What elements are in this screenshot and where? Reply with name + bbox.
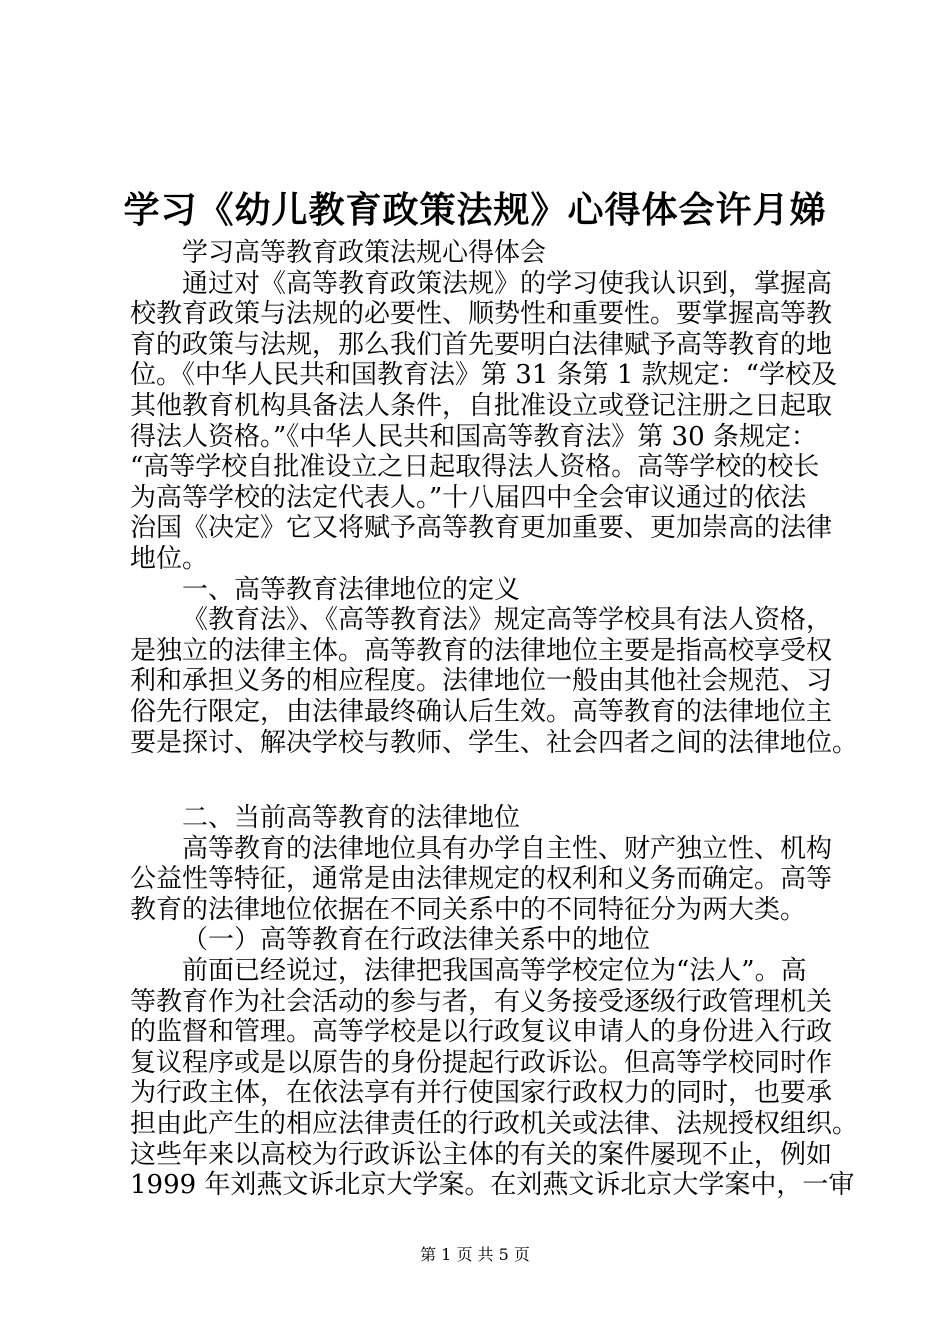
paragraph-line: 位。《中华人民共和国教育法》第 31 条第 1 款规定：“学校及 xyxy=(130,360,837,391)
paragraph-line: 等教育作为社会活动的参与者，有义务接受逐级行政管理机关 xyxy=(130,986,833,1017)
section-heading: 二、当前高等教育的法律地位 xyxy=(182,803,521,834)
paragraph-line: 的监督和管理。高等学校是以行政复议申请人的身份进入行政 xyxy=(130,1017,833,1048)
paragraph-line: 校教育政策与法规的必要性、顺势性和重要性。要掌握高等教 xyxy=(130,299,833,330)
paragraph-line: 育的政策与法规，那么我们首先要明白法律赋予高等教育的地 xyxy=(130,329,833,360)
page-footer: 第 1 页 共 5 页 xyxy=(420,1245,530,1264)
paragraph-line: 《教育法》、《高等教育法》规定高等学校具有法人资格， xyxy=(182,605,833,636)
subtitle-line: 学习高等教育政策法规心得体会 xyxy=(182,238,547,268)
document-body xyxy=(130,238,859,1201)
paragraph-line: 俗先行限定，由法律最终确认后生效。高等教育的法律地位主 xyxy=(130,696,833,727)
paragraph-line: “高等学校自批准设立之日起取得法人资格。高等学校的校长 xyxy=(130,452,820,483)
paragraph-line: 通过对《高等教育政策法规》的学习使我认识到，掌握高 xyxy=(182,268,833,299)
paragraph-line: 治国《决定》它又将赋予高等教育更加重要、更加崇高的法律 xyxy=(130,513,833,544)
paragraph-line: 担由此产生的相应法律责任的行政机关或法律、法规授权组织。 xyxy=(130,1109,859,1140)
paragraph-line: 复议程序或是以原告的身份提起行政诉讼。但高等学校同时作 xyxy=(130,1047,833,1078)
subsection-heading: （一）高等教育在行政法律关系中的地位 xyxy=(182,925,651,956)
paragraph-line: 利和承担义务的相应程度。法律地位一般由其他社会规范、习 xyxy=(130,666,833,697)
blank-line xyxy=(130,758,830,803)
paragraph-line: 其他教育机构具备法人条件，自批准设立或登记注册之日起取 xyxy=(130,390,833,421)
paragraph-line: 这些年来以高校为行政诉讼主体的有关的案件屡现不止，例如 xyxy=(130,1139,833,1170)
paragraph-line: 是独立的法律主体。高等教育的法律地位主要是指高校享受权 xyxy=(130,635,833,666)
document-title: 学习《幼儿教育政策法规》心得体会许月娣 xyxy=(123,189,827,231)
paragraph-line: 高等教育的法律地位具有办学自主性、财产独立性、机构 xyxy=(182,833,833,864)
paragraph-line: 地位。 xyxy=(130,543,209,574)
paragraph-line: 教育的法律地位依据在不同关系中的不同特征分为两大类。 xyxy=(130,894,807,925)
section-heading: 一、高等教育法律地位的定义 xyxy=(182,574,521,605)
paragraph-line: 为行政主体，在依法享有并行使国家行政权力的同时，也要承 xyxy=(130,1078,833,1109)
paragraph-line: 公益性等特征，通常是由法律规定的权利和义务而确定。高等 xyxy=(130,864,833,895)
paragraph-line: 为高等学校的法定代表人。”十八届四中全会审议通过的依法 xyxy=(130,482,807,513)
paragraph-line: 得法人资格。”《中华人民共和国高等教育法》第 30 条规定： xyxy=(130,421,817,452)
paragraph-line: 前面已经说过，法律把我国高等学校定位为“法人”。高 xyxy=(182,956,807,987)
paragraph-line: 1999 年刘燕文诉北京大学案。在刘燕文诉北京大学案中，一审 xyxy=(130,1170,855,1201)
paragraph-line: 要是探讨、解决学校与教师、学生、社会四者之间的法律地位。 xyxy=(130,727,859,758)
